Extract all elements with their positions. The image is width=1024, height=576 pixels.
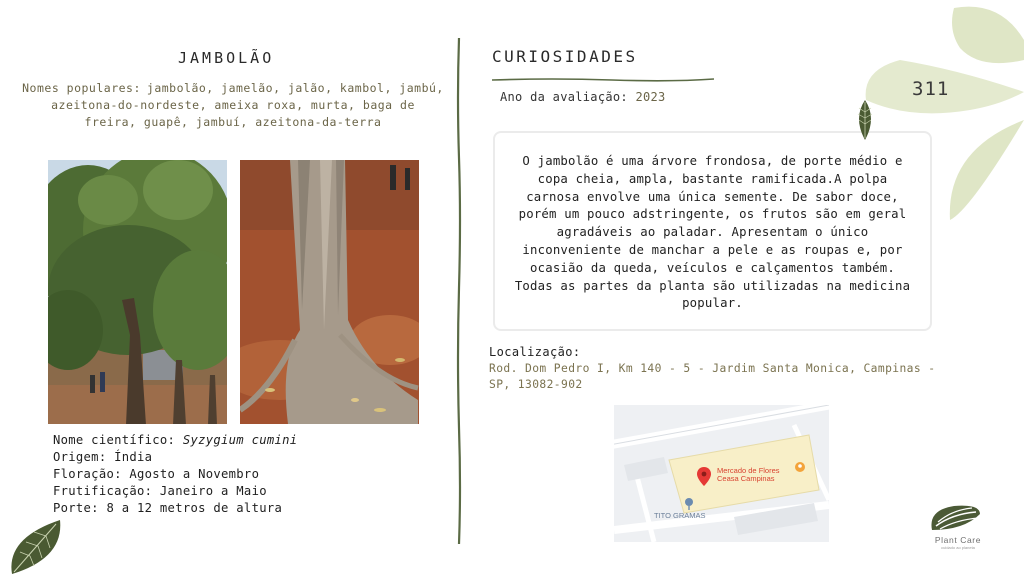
map-place-line1: Mercado de Flores [717, 466, 780, 475]
species-title: JAMBOLÃO [178, 49, 275, 67]
trunk-photo [240, 160, 419, 424]
map-secondary-label: TITO GRAMAS [654, 511, 706, 520]
decorative-leaves [850, 0, 1024, 240]
popular-names-value: jambolão, jamelão, jalão, kambol, jambú, azeitona-do-nordeste, ameixa roxa, murta, baga de freira, guapê, jambuí, azeitona-da-terra [51, 81, 444, 129]
small-leaf-icon [855, 100, 875, 140]
evaluation-year [500, 90, 666, 104]
fruiting-row: Frutificação: Janeiro a Maio [53, 484, 267, 498]
evaluation-year-value: 2023 [635, 90, 666, 104]
brand-name: Plant Care [934, 535, 982, 545]
column-divider [456, 38, 462, 544]
map-place-label [717, 467, 780, 483]
origin-row: Origem: Índia [53, 450, 153, 464]
evaluation-year-label: Ano da avaliação: [500, 90, 628, 104]
brand-tagline: cuidado ao planeta [941, 545, 975, 550]
scientific-name-row [53, 432, 297, 449]
title-underline [492, 68, 714, 74]
size-row: Porte: 8 a 12 metros de altura [53, 501, 283, 515]
tree-photo [48, 160, 227, 424]
description-text: O jambolão é uma árvore frondosa, de porte médio e copa cheia, ampla, bastante ramificada.A polpa carnosa envolve uma única semente. De sabor doce, porém um pouco adstringente, os frutos são em geral agradáveis ao paladar. Apresentam o único inconveniente de manchar a pele e as roupas e, por ocasião da queda, veículos e calçamentos também. Todas as partes da planta são utilizadas na medicina popular. [514, 154, 911, 311]
page-number: 311 [912, 78, 950, 100]
location-address: Rod. Dom Pedro I, Km 140 - 5 - Jardim Santa Monica, Campinas - SP, 13082-902 [489, 362, 936, 391]
location-map[interactable] [614, 405, 829, 542]
popular-names-label: Nomes populares: [22, 81, 141, 95]
species-facts [53, 432, 297, 517]
scientific-name-label: Nome científico: [53, 433, 176, 447]
flowering-row: Floração: Agosto a Novembro [53, 467, 260, 481]
scientific-name-value: Syzygium cumini [182, 433, 298, 447]
location-label: Localização: [489, 345, 581, 359]
curiosities-title: CURIOSIDADES [492, 47, 638, 66]
popular-names [22, 80, 444, 131]
map-place-line2: Ceasa Campinas [717, 474, 775, 483]
leaf-corner-icon [6, 518, 62, 576]
